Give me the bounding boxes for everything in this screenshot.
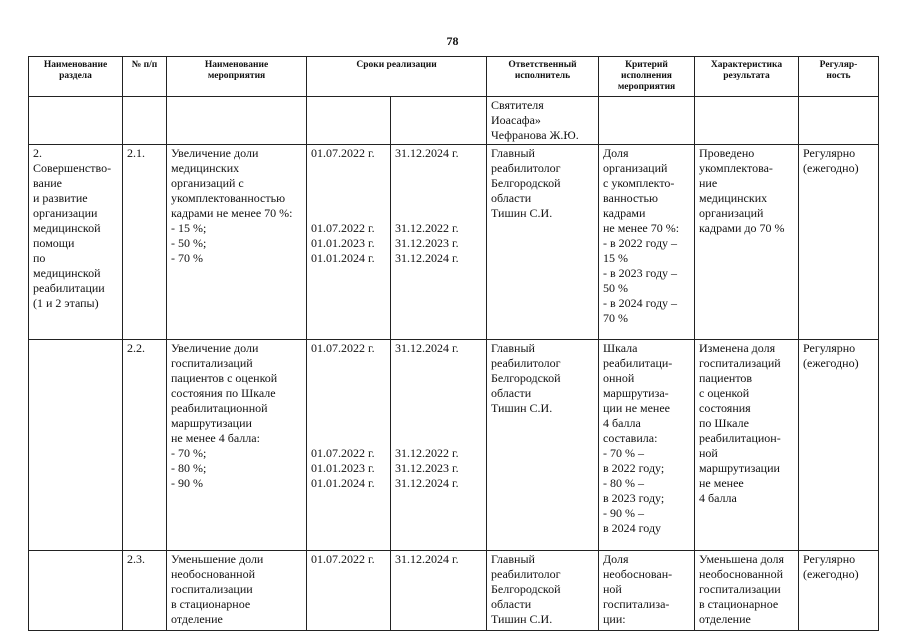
header-terms: Сроки реализации: [307, 57, 487, 97]
cell-start: 01.07.2022 г. 01.07.2022 г. 01.01.2023 г. 01.01.2024 г.: [307, 340, 391, 551]
cell-end: [391, 97, 487, 145]
header-result: Характеристика результата: [695, 57, 799, 97]
cell-num: 2.3.: [123, 551, 167, 631]
cell-activity: [167, 97, 307, 145]
cell-regularity: Регулярно (ежегодно): [799, 551, 879, 631]
cell-activity: Увеличение доли госпитализаций пациентов с оценкой состояния по Шкале реабилитационной маршрутизации не менее 4 балла: - 70 %; - 80 %; - 90 %: [167, 340, 307, 551]
table-row: [29, 551, 879, 631]
header-activity: Наименование мероприятия: [167, 57, 307, 97]
cell-start: 01.07.2022 г.: [307, 551, 391, 631]
cell-criterion: [599, 97, 695, 145]
header-row: [29, 57, 879, 97]
cell-responsible: Главный реабилитолог Белгородской области Тишин С.И.: [487, 145, 599, 340]
cell-section: [29, 551, 123, 631]
cell-start: 01.07.2022 г. 01.07.2022 г. 01.01.2023 г. 01.01.2024 г.: [307, 145, 391, 340]
cell-responsible: Главный реабилитолог Белгородской области Тишин С.И.: [487, 340, 599, 551]
header-section: Наименование раздела: [29, 57, 123, 97]
header-regularity: Регуляр- ность: [799, 57, 879, 97]
cell-section: [29, 340, 123, 551]
cell-result: Изменена доля госпитализаций пациентов с оценкой состояния по Шкале реабилитацион- ной маршрутизации не менее 4 балла: [695, 340, 799, 551]
header-num: № п/п: [123, 57, 167, 97]
cell-result: [695, 97, 799, 145]
cell-regularity: Регулярно (ежегодно): [799, 340, 879, 551]
table-row: [29, 97, 879, 145]
cell-result: Проведено укомплектова- ние медицинских организаций кадрами до 70 %: [695, 145, 799, 340]
cell-result: Уменьшена доля необоснованной госпитализации в стационарное отделение: [695, 551, 799, 631]
cell-regularity: [799, 97, 879, 145]
table-row: [29, 145, 879, 340]
cell-criterion: Доля необоснован- ной госпитализа- ции:: [599, 551, 695, 631]
cell-section: 2. Совершенство- вание и развитие организации медицинской помощи по медицинской реабилитации (1 и 2 этапы): [29, 145, 123, 340]
table-row: [29, 340, 879, 551]
cell-end: 31.12.2024 г. 31.12.2022 г. 31.12.2023 г. 31.12.2024 г.: [391, 340, 487, 551]
cell-start: [307, 97, 391, 145]
cell-section: [29, 97, 123, 145]
cell-num: [123, 97, 167, 145]
header-criterion: Критерий исполнения мероприятия: [599, 57, 695, 97]
cell-num: 2.1.: [123, 145, 167, 340]
cell-activity: Уменьшение доли необоснованной госпитализации в стационарное отделение: [167, 551, 307, 631]
cell-end: 31.12.2024 г.: [391, 551, 487, 631]
cell-activity: Увеличение доли медицинских организаций с укомплектованностью кадрами не менее 70 %: - 15 %; - 50 %; - 70 %: [167, 145, 307, 340]
cell-num: 2.2.: [123, 340, 167, 551]
activities-table: [28, 56, 879, 631]
cell-criterion: Шкала реабилитаци- онной маршрутиза- ции не менее 4 балла составила: - 70 % – в 2022 году; - 80 % – в 2023 году; - 90 % – в 2024 году: [599, 340, 695, 551]
page-number: 78: [446, 34, 459, 48]
cell-regularity: Регулярно (ежегодно): [799, 145, 879, 340]
cell-criterion: Доля организаций с укомплекто- ванностью кадрами не менее 70 %: - в 2022 году – 15 % - в 2023 году – 50 % - в 2024 году – 70 %: [599, 145, 695, 340]
cell-end: 31.12.2024 г. 31.12.2022 г. 31.12.2023 г. 31.12.2024 г.: [391, 145, 487, 340]
header-responsible: Ответственный исполнитель: [487, 57, 599, 97]
cell-responsible: Главный реабилитолог Белгородской области Тишин С.И.: [487, 551, 599, 631]
cell-responsible: Святителя Иоасафа» Чефранова Ж.Ю.: [487, 97, 599, 145]
